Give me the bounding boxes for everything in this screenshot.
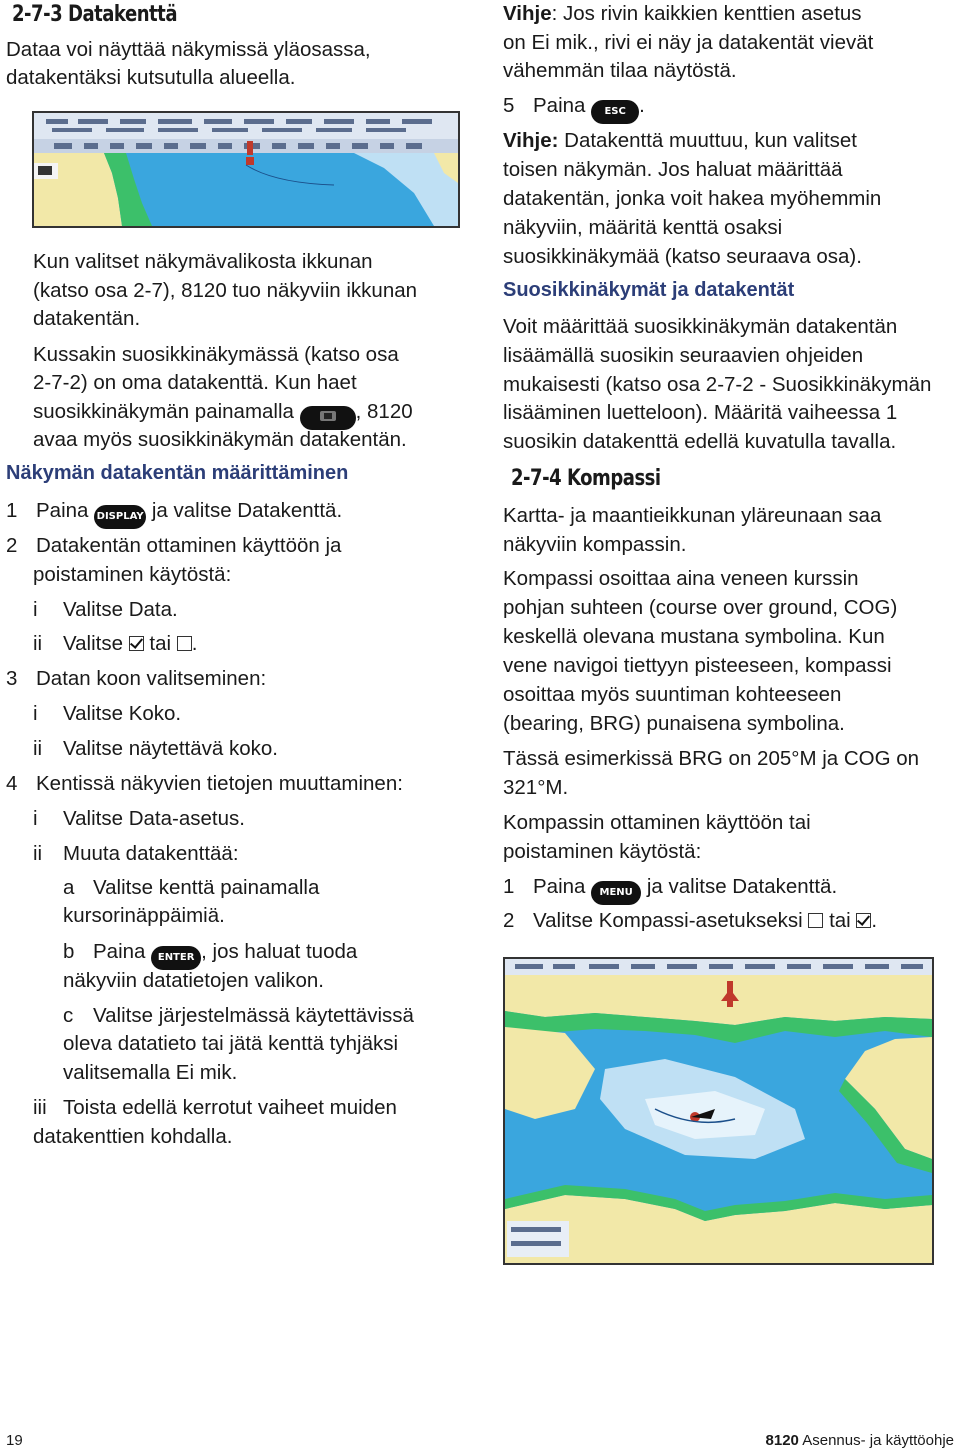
- step-2-line-2: poistaminen käytöstä:: [33, 563, 232, 586]
- tip1-line-3: vähemmän tilaa näytöstä.: [503, 59, 737, 82]
- step-5-text: Paina: [533, 94, 586, 117]
- chart-screenshot-databar: [32, 111, 460, 228]
- compass-p2-line-4: vene navigoi tiettyyn pisteeseen, kompassi: [503, 654, 892, 677]
- step-2-i: [33, 596, 178, 625]
- step-5-number: 5: [503, 94, 515, 117]
- page-number: 19: [6, 1432, 23, 1449]
- tip2-line-4: näkyviin, määritä kenttä osaksi: [503, 216, 783, 239]
- compass-p1-line-2: näkyviin kompassin.: [503, 533, 687, 556]
- step-2-ii-text-b: tai: [149, 632, 172, 655]
- compass-step-1: [503, 873, 837, 905]
- step-4-ii: [33, 840, 239, 869]
- tip1-text: : Jos rivin kaikkien kenttien asetus: [551, 2, 862, 25]
- step-3-i-text: Valitse Koko.: [63, 702, 182, 725]
- compass-p4-line-2: poistaminen käytöstä:: [503, 840, 702, 863]
- step-4-b-text-b: , jos haluat tuoda: [201, 940, 358, 963]
- fav-line-2: lisäämällä suosikin seuraavien ohjeiden: [503, 344, 864, 367]
- step-4-c-letter: c: [63, 1004, 74, 1027]
- fav-line-3: mukaisesti (katso osa 2-7-2 - Suosikkinäkymän: [503, 373, 932, 396]
- step-4: [6, 770, 403, 799]
- compass-step-2-text-b: tai: [829, 909, 851, 932]
- para2-line-2: 2-7-2) on oma datakenttä. Kun haet: [33, 371, 357, 394]
- enter-key-icon: ENTER: [151, 946, 201, 970]
- step-4-iii-text: Toista edellä kerrotut vaiheet muiden: [63, 1096, 397, 1119]
- step-3: [6, 665, 266, 694]
- compass-p2-line-1: Kompassi osoittaa aina veneen kurssin: [503, 567, 859, 590]
- tip1-line-2: on Ei mik., rivi ei näy ja datakentät vievät: [503, 31, 874, 54]
- step-2-i-text: Valitse Data.: [63, 598, 178, 621]
- tip2-line-2: toisen näkymän. Jos haluat määrittää: [503, 158, 843, 181]
- compass-p2-line-6: (bearing, BRG) punaisena symbolina.: [503, 712, 845, 735]
- step-5-period: .: [639, 94, 645, 117]
- compass-p2-line-3: keskellä olevana mustana symbolina. Kun: [503, 625, 885, 648]
- step-4-iii-number: iii: [33, 1096, 47, 1119]
- compass-p3-line-2: 321°M.: [503, 776, 569, 799]
- step-3-i: [33, 700, 181, 729]
- para1-line-2: (katso osa 2-7), 8120 tuo näkyviin ikkunan: [33, 279, 418, 302]
- step-4-i-number: i: [33, 807, 38, 830]
- step-4-b-line-2: näkyviin datatietojen valikon.: [63, 969, 324, 992]
- step-2-ii-text-a: Valitse: [63, 632, 124, 655]
- step-3-ii: [33, 735, 278, 764]
- step-4-iii-line-1: [33, 1094, 397, 1123]
- para1-line-3: datakentän.: [33, 307, 141, 330]
- step-2-line-1: [6, 532, 341, 561]
- checkbox-unchecked-icon: [808, 913, 823, 928]
- compass-p3-line-1: Tässä esimerkissä BRG on 205°M ja COG on: [503, 747, 920, 770]
- chart-image-compass: [505, 959, 932, 1263]
- step-3-text: Datan koon valitseminen:: [36, 667, 267, 690]
- step-4-c-text: Valitse järjestelmässä käytettävissä: [93, 1004, 414, 1027]
- para1-line-1: Kun valitset näkymävalikosta ikkunan: [33, 250, 373, 273]
- step-1-text-a: Paina: [36, 499, 89, 522]
- step-4-number: 4: [6, 772, 18, 795]
- step-3-i-number: i: [33, 702, 38, 725]
- step-4-a-text: Valitse kenttä painamalla: [93, 876, 320, 899]
- compass-step-2-text-a: Valitse Kompassi-asetukseksi: [533, 909, 803, 932]
- step-4-i: [33, 805, 245, 834]
- intro-line-1: Dataa voi näyttää näkymissä yläosassa,: [6, 38, 371, 61]
- compass-p2-line-5: osoittaa myös suuntiman kohteeseen: [503, 683, 842, 706]
- tip2-line-3: datakentän, jonka voit hakea myöhemmin: [503, 187, 882, 210]
- step-4-c-line-2: oleva datatieto tai jätä kenttä tyhjäksi: [63, 1032, 399, 1055]
- step-4-text: Kentissä näkyvien tietojen muuttaminen:: [36, 772, 403, 795]
- subheading-favorites: Suosikkinäkymät ja datakentät: [503, 279, 795, 301]
- step-2-number: 2: [6, 534, 18, 557]
- compass-step-1-text-b: ja valitse Datakenttä.: [646, 875, 838, 898]
- step-4-ii-number: ii: [33, 842, 43, 865]
- tip1-line-1: [503, 0, 862, 29]
- compass-step-1-number: 1: [503, 875, 515, 898]
- step-3-ii-number: ii: [33, 737, 43, 760]
- step-4-c-line-1: [63, 1002, 414, 1031]
- step-4-c-line-3: valitsemalla Ei mik.: [63, 1061, 238, 1084]
- step-3-number: 3: [6, 667, 18, 690]
- step-2-ii-number: ii: [33, 632, 43, 655]
- step-4-iii-line-2: datakenttien kohdalla.: [33, 1125, 233, 1148]
- compass-step-2-number: 2: [503, 909, 515, 932]
- step-2-i-number: i: [33, 598, 38, 621]
- compass-step-2: [503, 907, 877, 936]
- step-3-ii-text: Valitse näytettävä koko.: [63, 737, 278, 760]
- checkbox-unchecked-icon: [177, 636, 192, 651]
- section-heading-kompassi: 2-7-4 Kompassi: [511, 466, 661, 491]
- subheading-view-datafield: Näkymän datakentän määrittäminen: [6, 462, 349, 484]
- compass-step-2-period: .: [871, 909, 878, 932]
- compass-p2-line-2: pohjan suhteen (course over ground, COG): [503, 596, 898, 619]
- checkbox-checked-icon: [856, 913, 871, 928]
- fav-line-1: Voit määrittää suosikkinäkymän datakentän: [503, 315, 898, 338]
- compass-step-1-text-a: Paina: [533, 875, 586, 898]
- compass-p4-line-1: Kompassin ottaminen käyttöön tai: [503, 811, 811, 834]
- chart-image-databar: [34, 113, 458, 226]
- compass-p1-line-1: Kartta- ja maantieikkunan yläreunaan saa: [503, 504, 882, 527]
- para2-line-3-text: suosikkinäkymän painamalla: [33, 400, 294, 423]
- checkbox-checked-icon: [129, 636, 144, 651]
- step-2-text: Datakentän ottaminen käyttöön ja: [36, 534, 342, 557]
- section-heading-datakentta: 2-7-3 Datakenttä: [12, 2, 177, 27]
- step-4-a-letter: a: [63, 876, 75, 899]
- fav-line-5: suosikin datakenttä edellä kuvatulla tavalla.: [503, 430, 897, 453]
- step-1: [6, 497, 342, 529]
- step-2-ii: [33, 630, 197, 659]
- step-4-i-text: Valitse Data-asetus.: [63, 807, 245, 830]
- step-4-a-line-1: [63, 874, 319, 903]
- display-key-icon: DISPLAY: [94, 505, 146, 529]
- fav-line-4: lisääminen luetteloon). Määritä vaiheessa 1: [503, 401, 898, 424]
- chart-screenshot-compass: [503, 957, 934, 1265]
- tip2-line-1: [503, 127, 857, 156]
- para2-line-3-tail: , 8120: [355, 400, 413, 423]
- step-1-number: 1: [6, 499, 18, 522]
- step-5: [503, 92, 645, 124]
- esc-key-icon: ESC: [591, 100, 639, 124]
- step-4-a-line-2: kursorinäppäimiä.: [63, 904, 225, 927]
- para2-line-4: avaa myös suosikkinäkymän datakentän.: [33, 428, 407, 451]
- step-1-text-b: ja valitse Datakenttä.: [151, 499, 343, 522]
- footer-manual-title: Asennus- ja käyttöohje: [802, 1432, 954, 1449]
- menu-key-icon: MENU: [591, 881, 641, 905]
- tip2-line-5: suosikkinäkymää (katso seuraava osa).: [503, 245, 862, 268]
- step-4-b-line-1: [63, 938, 357, 970]
- step-4-ii-text: Muuta datakenttää:: [63, 842, 239, 865]
- step-4-b-text-a: Paina: [93, 940, 146, 963]
- tip2-text: Datakenttä muuttuu, kun valitset: [558, 129, 858, 152]
- intro-line-2: datakentäksi kutsutulla alueella.: [6, 66, 296, 89]
- footer-model: 8120: [765, 1432, 799, 1449]
- tip1-label: Vihje: [503, 2, 552, 25]
- step-4-b-letter: b: [63, 940, 75, 963]
- footer-title: [766, 1432, 954, 1449]
- para2-line-1: Kussakin suosikkinäkymässä (katso osa: [33, 343, 399, 366]
- step-2-ii-period: .: [191, 632, 198, 655]
- tip2-label: Vihje:: [503, 129, 559, 152]
